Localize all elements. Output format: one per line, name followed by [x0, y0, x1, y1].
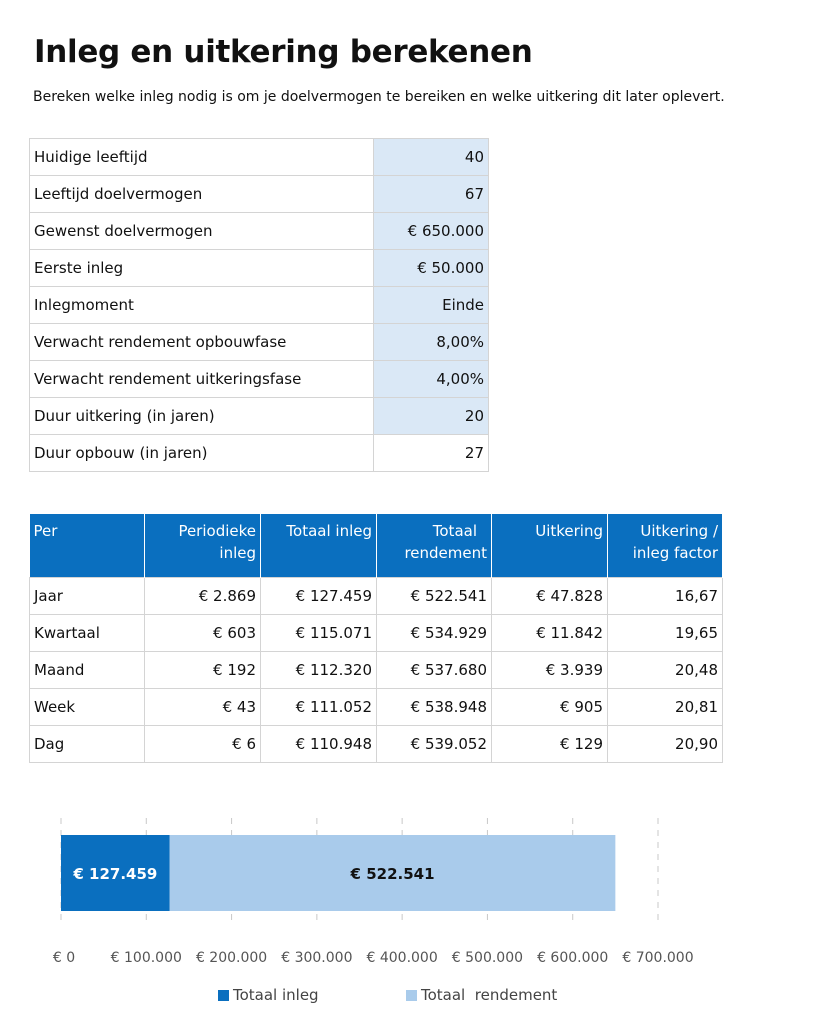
x-tick-label-6: € 600.000 — [537, 950, 609, 966]
header-line2: inleg factor — [632, 544, 718, 562]
cell-totaal-inleg: € 127.459 — [261, 578, 377, 615]
table-row — [30, 652, 723, 689]
table-row — [30, 578, 723, 615]
cell-uitkering: € 129 — [492, 726, 608, 763]
x-tick-label-7: € 700.000 — [622, 950, 694, 966]
header-line1: Totaal — [432, 522, 477, 540]
input-value-cell[interactable]: 4,00% — [374, 361, 489, 398]
input-row-huidige-leeftijd — [30, 139, 489, 176]
cell-per: Maand — [30, 652, 145, 689]
legend-swatch — [406, 990, 417, 1001]
input-row-leeftijd-doelvermogen — [30, 176, 489, 213]
cell-totaal-rendement: € 538.948 — [377, 689, 492, 726]
input-row-duur-opbouw — [30, 435, 489, 472]
input-row-inlegmoment — [30, 287, 489, 324]
cell-periodieke-inleg: € 192 — [145, 652, 261, 689]
cell-uitkering: € 905 — [492, 689, 608, 726]
bar-data-label-0: € 127.459 — [73, 865, 158, 883]
column-header-per — [30, 514, 145, 578]
cell-totaal-inleg: € 110.948 — [261, 726, 377, 763]
input-label: Verwacht rendement uitkeringsfase — [30, 361, 374, 398]
legend-item-totaal-inleg — [218, 986, 319, 1004]
header-line2: rendement — [404, 544, 487, 562]
input-row-gewenst-doelvermogen — [30, 213, 489, 250]
input-label: Inlegmoment — [30, 287, 374, 324]
cell-periodieke-inleg: € 43 — [145, 689, 261, 726]
input-label: Duur uitkering (in jaren) — [30, 398, 374, 435]
input-value-cell[interactable]: 20 — [374, 398, 489, 435]
input-row-duur-uitkering — [30, 398, 489, 435]
cell-per: Dag — [30, 726, 145, 763]
cell-factor: 20,48 — [608, 652, 723, 689]
header-line1: Periodieke — [178, 522, 256, 540]
cell-periodieke-inleg: € 603 — [145, 615, 261, 652]
input-value-cell[interactable]: € 50.000 — [374, 250, 489, 287]
table-row — [30, 689, 723, 726]
cell-uitkering: € 47.828 — [492, 578, 608, 615]
cell-uitkering: € 3.939 — [492, 652, 608, 689]
x-tick-label-3: € 300.000 — [281, 950, 353, 966]
table-row — [30, 615, 723, 652]
column-header-uitkering-inleg-factor — [608, 514, 723, 578]
cell-factor: 19,65 — [608, 615, 723, 652]
computed-value-cell: 27 — [374, 435, 489, 472]
x-tick-label-4: € 400.000 — [366, 950, 438, 966]
input-value-cell[interactable]: 8,00% — [374, 324, 489, 361]
header-line1: Uitkering — [535, 522, 603, 540]
header-line1: Per — [33, 522, 58, 540]
cell-totaal-rendement: € 539.052 — [377, 726, 492, 763]
cell-totaal-inleg: € 112.320 — [261, 652, 377, 689]
table-row — [30, 726, 723, 763]
cell-periodieke-inleg: € 2.869 — [145, 578, 261, 615]
input-value-cell[interactable]: € 650.000 — [374, 213, 489, 250]
input-row-eerste-inleg — [30, 250, 489, 287]
x-tick-label-0: € 0 — [52, 950, 76, 966]
input-label: Leeftijd doelvermogen — [30, 176, 374, 213]
input-row-rendement-uitkeringsfase — [30, 361, 489, 398]
column-header-uitkering — [492, 514, 608, 578]
input-value-cell[interactable]: 40 — [374, 139, 489, 176]
cell-periodieke-inleg: € 6 — [145, 726, 261, 763]
cell-factor: 16,67 — [608, 578, 723, 615]
bar-data-label-1: € 522.541 — [350, 865, 435, 883]
cell-per: Jaar — [30, 578, 145, 615]
input-label: Verwacht rendement opbouwfase — [30, 324, 374, 361]
results-header-row — [30, 514, 723, 578]
input-table — [29, 138, 489, 472]
legend-label: Totaal inleg — [233, 986, 319, 1004]
x-tick-label-5: € 500.000 — [451, 950, 524, 966]
cell-totaal-rendement: € 534.929 — [377, 615, 492, 652]
input-label: Huidige leeftijd — [30, 139, 374, 176]
cell-totaal-inleg: € 111.052 — [261, 689, 377, 726]
legend-item-totaal-rendement — [406, 986, 557, 1004]
header-line2: inleg — [219, 544, 256, 562]
results-table — [29, 514, 723, 763]
cell-factor: 20,81 — [608, 689, 723, 726]
cell-totaal-inleg: € 115.071 — [261, 615, 377, 652]
x-tick-label-2: € 200.000 — [195, 950, 268, 966]
cell-factor: 20,90 — [608, 726, 723, 763]
legend-label: Totaal rendement — [421, 986, 558, 1004]
column-header-totaal-rendement — [377, 514, 492, 578]
input-label: Duur opbouw (in jaren) — [30, 435, 374, 472]
legend-swatch — [218, 990, 229, 1001]
input-row-rendement-opbouwfase — [30, 324, 489, 361]
column-header-periodieke-inleg — [145, 514, 261, 578]
input-value-cell[interactable]: Einde — [374, 287, 489, 324]
input-value-cell[interactable]: 67 — [374, 176, 489, 213]
cell-per: Kwartaal — [30, 615, 145, 652]
input-label: Eerste inleg — [30, 250, 374, 287]
cell-totaal-rendement: € 537.680 — [377, 652, 492, 689]
column-header-totaal-inleg — [261, 514, 377, 578]
header-line1: Uitkering / — [640, 522, 718, 540]
cell-totaal-rendement: € 522.541 — [377, 578, 492, 615]
stacked-bar-chart — [0, 800, 832, 980]
page-subtitle: Bereken welke inleg nodig is om je doelvermogen te bereiken en welke uitkering dit later oplevert. — [33, 89, 725, 105]
x-tick-label-1: € 100.000 — [110, 950, 182, 966]
cell-per: Week — [30, 689, 145, 726]
page-title: Inleg en uitkering berekenen — [34, 34, 533, 70]
input-label: Gewenst doelvermogen — [30, 213, 374, 250]
header-line1: Totaal inleg — [286, 522, 372, 540]
cell-uitkering: € 11.842 — [492, 615, 608, 652]
